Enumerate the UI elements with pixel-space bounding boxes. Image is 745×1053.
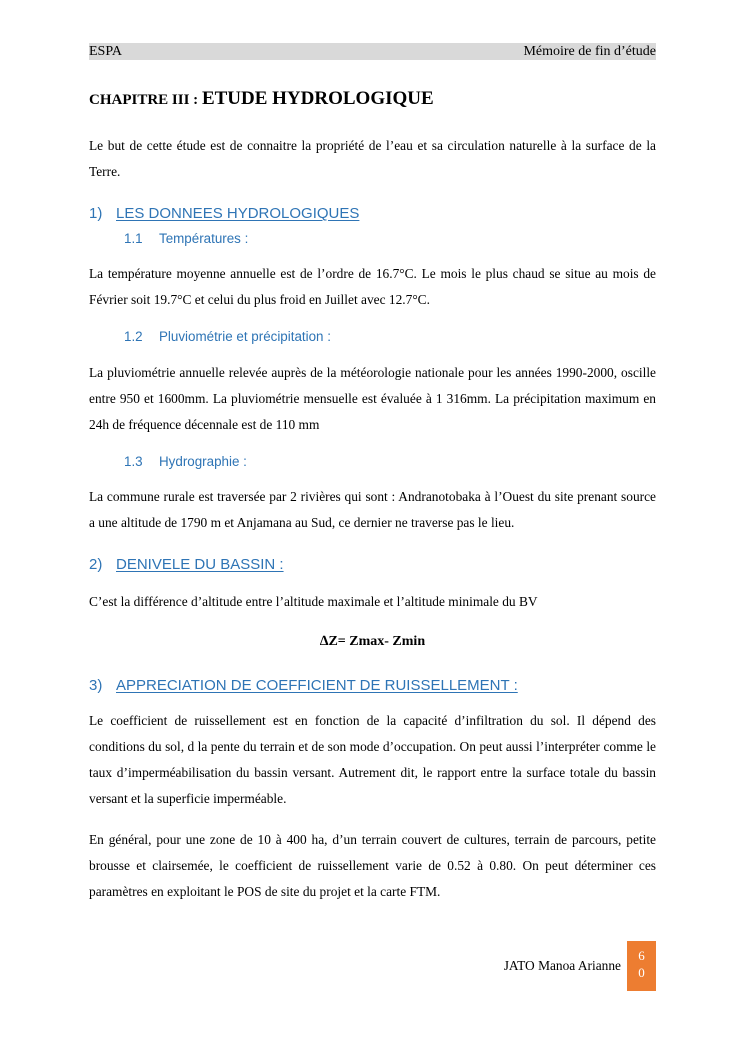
subsection-1-1-heading xyxy=(124,231,248,246)
section-2-heading xyxy=(89,556,284,573)
delta-z-formula: ∆Z= Zmax- Zmin xyxy=(319,634,426,649)
chapter-title xyxy=(89,88,434,110)
section-1-number: 1) xyxy=(89,205,103,222)
subsection-1-2-heading xyxy=(124,329,331,344)
section-1-heading xyxy=(89,205,359,222)
page-number-digit-2: 0 xyxy=(638,965,645,980)
runoff-paragraph-1: Le coefficient de ruissellement est en fonction de la capacité d’infiltration du sol. Il dépend des conditions du sol, d la pente du terrain et de son mode d’occupation. On peut aussi l’interpréter comme le taux d’imperméabilisation du bassin versant. Autrement dit, le rapport entre la surface totale du bassin versant et la superficie imperméable. xyxy=(89,713,656,806)
intro-paragraph: Le but de cette étude est de connaitre la propriété de l’eau et sa circulation naturelle à la surface de la Terre. xyxy=(89,138,656,179)
subsection-1-1-title: Températures : xyxy=(159,231,249,246)
section-3-heading xyxy=(89,677,518,694)
denivele-paragraph: C’est la différence d’altitude entre l’altitude maximale et l’altitude minimale du BV xyxy=(89,594,538,609)
subsection-1-3-heading xyxy=(124,454,247,469)
header-document-type: Mémoire de fin d’étude xyxy=(523,44,656,59)
subsection-1-2-title: Pluviométrie et précipitation : xyxy=(159,329,331,344)
page-header xyxy=(89,43,656,60)
section-3-title: APPRECIATION DE COEFFICIENT DE RUISSELLEMENT : xyxy=(116,677,518,694)
subsection-1-3-number: 1.3 xyxy=(124,454,143,469)
subsection-1-3-title: Hydrographie : xyxy=(159,454,247,469)
section-1-title: LES DONNEES HYDROLOGIQUES xyxy=(116,205,360,222)
footer-author: JATO Manoa Arianne xyxy=(503,958,621,973)
chapter-name: ETUDE HYDROLOGIQUE xyxy=(201,88,434,109)
section-2-number: 2) xyxy=(89,556,103,573)
subsection-1-1-number: 1.1 xyxy=(124,231,143,246)
pluviometry-paragraph: La pluviométrie annuelle relevée auprès de la météorologie nationale pour les années 1990-2000, oscille entre 950 et 1600mm. La pluviométrie mensuelle est évaluée à 1 316mm. La précipitation maximum en 24h de fréquence décennale est de 110 mm xyxy=(89,365,656,432)
page-number-badge xyxy=(627,941,656,991)
page-number-digit-1: 6 xyxy=(638,948,645,963)
chapter-prefix: CHAPITRE III : xyxy=(89,92,202,108)
section-3-number: 3) xyxy=(89,677,103,694)
temperature-paragraph: La température moyenne annuelle est de l’ordre de 16.7°C. Le mois le plus chaud se situe au mois de Février soit 19.7°C et celui du plus froid en Juillet avec 12.7°C. xyxy=(89,266,656,307)
runoff-paragraph-2: En général, pour une zone de 10 à 400 ha, d’un terrain couvert de cultures, terrain de parcours, petite brousse et clairsemée, le coefficient de ruissellement varie de 0.52 à 0.80. On peut déterminer ces paramètres en exploitant le POS de site du projet et la carte FTM. xyxy=(89,832,656,899)
hydrography-paragraph: La commune rurale est traversée par 2 rivières qui sont : Andranotobaka à l’Ouest du site prenant source a une altitude de 1790 m et Anjamana au Sud, ce dernier ne traverse pas le lieu. xyxy=(89,489,656,530)
section-2-title: DENIVELE DU BASSIN : xyxy=(116,556,284,573)
header-school: ESPA xyxy=(89,44,122,59)
subsection-1-2-number: 1.2 xyxy=(124,329,143,344)
